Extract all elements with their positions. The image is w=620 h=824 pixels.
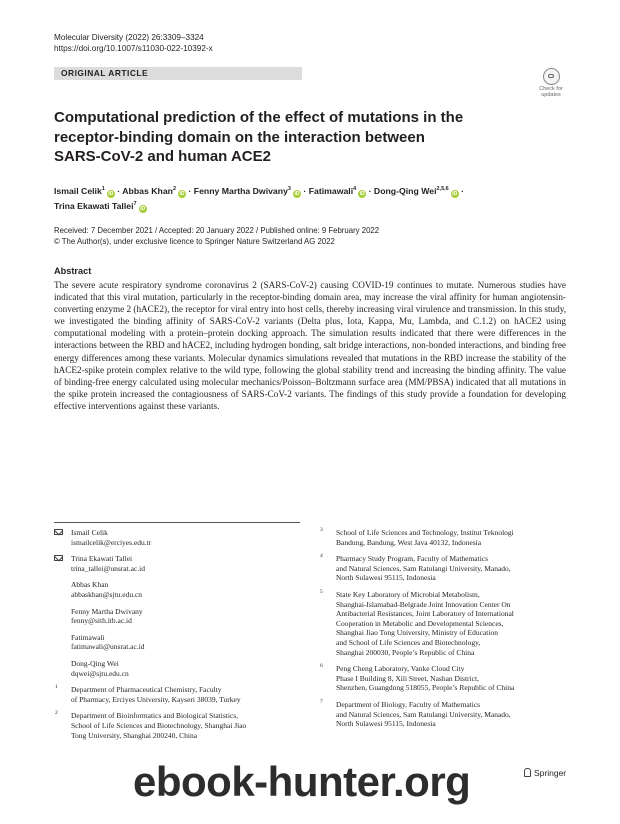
contact-name: Dong-Qing Wei: [71, 658, 119, 668]
affiliation-entry: [54, 711, 304, 740]
contact-email-link[interactable]: ismailcelik@erciyes.edu.tr: [71, 537, 152, 547]
affiliation-marker: 7: [133, 200, 137, 207]
orcid-icon[interactable]: iD: [179, 190, 185, 197]
contact-email-link[interactable]: trina_tallei@unsrat.ac.id: [71, 563, 145, 573]
check-updates-label: Check for updates: [539, 86, 563, 98]
author-name[interactable]: [54, 186, 115, 196]
author-separator: ·: [458, 185, 465, 196]
date-history: Received: 7 December 2021 / Accepted: 20 January 2022 / Published online: 9 February 2022: [54, 226, 380, 235]
author-name-text: Dong-Qing Wei: [373, 185, 437, 196]
affiliation-number: 1: [55, 684, 58, 691]
affiliation-line: and School of Life Sciences and Biotechnology,: [336, 637, 481, 647]
contact-name: Fatimawali: [71, 632, 105, 642]
contact-name: Abbas Khan: [71, 580, 109, 590]
affiliation-entry: [319, 528, 569, 547]
springer-horse-icon: [524, 768, 531, 777]
affiliation-line: Bandung, Bandung, West Java 40132, Indonesia: [336, 537, 482, 547]
contact-email-link[interactable]: dqwei@sjtu.edu.cn: [71, 668, 129, 678]
affiliation-marker: 2: [172, 186, 177, 192]
journal-header: [54, 32, 213, 54]
affiliation-entry: [319, 664, 569, 693]
affiliation-line: Phase I Building 8, Xili Street, Nashan District,: [336, 673, 479, 683]
affiliation-list-right: [319, 528, 569, 736]
publisher-logo: [524, 768, 566, 778]
affiliation-number: 3: [320, 527, 323, 533]
affiliation-line: Shanghai 200030, People’s Republic of China: [336, 647, 475, 657]
contact-entry: [54, 607, 304, 626]
affiliation-line: and Natural Sciences, Sam Ratulangi University, Manado,: [336, 709, 511, 719]
contact-entry: [54, 659, 304, 678]
author-name[interactable]: [54, 201, 147, 211]
author-separator: ·: [114, 185, 123, 196]
affiliation-entry: [319, 700, 569, 729]
affiliation-number: 5: [320, 588, 323, 595]
author-name-text: Fenny Martha Dwivany: [193, 185, 288, 196]
journal-citation: Molecular Diversity (2022) 26:3309–3324: [54, 33, 204, 42]
article-type-label: ORIGINAL ARTICLE: [54, 67, 302, 80]
contact-email-link[interactable]: fenny@sith.itb.ac.id: [71, 616, 132, 626]
affiliation-line: School of Life Sciences and Technology, Institut Teknologi: [336, 528, 514, 537]
article-title: Computational prediction of the effect of mutations in the receptor-binding domain on the interaction between SARS-CoV-2 and human ACE2: [54, 109, 464, 165]
author-separator: ·: [186, 185, 194, 196]
orcid-icon[interactable]: iD: [452, 190, 458, 197]
contact-name: Trina Ekawati Tallei: [71, 554, 133, 564]
affiliation-entry: [319, 554, 569, 583]
author-name-text: Trina Ekawati Tallei: [54, 200, 134, 211]
affiliation-line: Department of Pharmaceutical Chemistry, Faculty: [71, 685, 222, 695]
author-separator: ·: [366, 185, 374, 196]
affiliation-line: State Key Laboratory of Microbial Metabolism,: [336, 589, 480, 599]
affiliation-number: 4: [320, 553, 323, 560]
author-name-text: Ismail Celik: [54, 185, 102, 196]
contact-email-link[interactable]: abbaskhan@sjtu.edu.cn: [71, 589, 143, 599]
orcid-icon[interactable]: iD: [108, 190, 114, 197]
affiliation-number: 7: [320, 698, 323, 705]
contact-entry: [54, 554, 304, 573]
orcid-icon[interactable]: iD: [359, 190, 365, 197]
contact-list: [54, 528, 304, 678]
author-name[interactable]: [122, 186, 186, 196]
author-name-text: Abbas Khan: [122, 185, 173, 196]
correspondence-and-affiliations-left: [54, 528, 304, 747]
watermark-text: ebook-hunter.org: [133, 758, 471, 805]
author-name[interactable]: [194, 186, 301, 196]
author-list: [54, 183, 554, 213]
envelope-icon: [54, 529, 63, 535]
affiliation-line: and Natural Sciences, Sam Ratulangi University, Manado,: [336, 563, 511, 573]
publication-dates: [54, 226, 379, 247]
affiliation-line: Shanghai Jiao Tong University, Ministry of Education: [336, 628, 498, 638]
affiliation-marker: 3: [287, 186, 291, 192]
envelope-icon: [54, 555, 63, 561]
affiliation-marker: 1: [101, 186, 105, 192]
affiliation-line: Cooperation in Metabolic and Developmental Sciences,: [336, 618, 504, 628]
affiliation-line: Tong University, Shanghai 200240, China: [71, 730, 198, 740]
footnote-divider: [54, 522, 300, 523]
orcid-icon[interactable]: iD: [294, 190, 300, 197]
abstract-heading: Abstract: [54, 266, 92, 276]
affiliation-line: Antibacterial Resistances, Joint Laboratory of International: [336, 609, 514, 619]
author-name[interactable]: [309, 186, 366, 196]
abstract-text: The severe acute respiratory syndrome coronavirus 2 (SARS-CoV-2) causing COVID-19 continues to mutate. Numerous studies have indicated that this viral mutation, particularly in the receptor-binding domain area, may increase the viral affinity for human angiotensin-converting enzyme 2 (hACE2), the receptor for viral entry into host cells, thereby increasing viral virulence and transmission. In this study, we investigated the binding affinity of SARS-CoV-2 variants (Delta plus, Iota, Kappa, Mu, Lambda, and C.1.2) on hACE2 using computational modeling with a protein–protein docking approach. The simulation results indicated that there were differences in the interactions between the RBD and hACE2, including hydrogen bonding, salt bridge interactions, non-bonded interactions, and binding free energy differences among these variants. Molecular dynamics simulations revealed that mutations in the RBD increase the stability of the hACE2-spike protein complex relative to the wild type, following the global stability trend and increasing the binding affinity. The value of binding-free energy calculated using molecular mechanics/Poisson–Boltzmann surface area (MM/PBSA) indicated that all mutations in the spike protein increased the contagiousness of SARS-CoV-2 variants. The findings of this study provide a foundation for developing effective interventions against these variants.: [54, 280, 566, 411]
affiliation-number: 2: [55, 710, 58, 717]
affiliation-list-left: [54, 685, 304, 740]
affiliation-line: Department of Bioinformatics and Biological Statistics,: [71, 711, 239, 721]
affiliation-line: Pharmacy Study Program, Faculty of Mathematics: [336, 554, 489, 564]
author-name[interactable]: [374, 186, 459, 196]
check-updates-icon: [543, 68, 560, 85]
contact-name: Fenny Martha Dwivany: [71, 606, 143, 616]
doi-link[interactable]: https://doi.org/10.1007/s11030-022-10392-x: [54, 44, 213, 53]
affiliation-line: Shenzhen, Guangdong 518055, People’s Republic of China: [336, 683, 515, 693]
contact-email-link[interactable]: fatimawali@unsrat.ac.id: [71, 642, 145, 652]
orcid-icon[interactable]: iD: [140, 205, 146, 212]
affiliation-line: School of Life Sciences and Biotechnology, Shanghai Jiao: [71, 720, 247, 730]
publisher-name: Springer: [534, 768, 567, 778]
contact-entry: [54, 528, 304, 547]
affiliation-entry: [319, 590, 569, 657]
contact-name: Ismail Celik: [71, 528, 108, 537]
affiliation-line: North Sulawesi 95115, Indonesia: [336, 719, 436, 729]
affiliation-line: North Sulawesi 95115, Indonesia: [336, 573, 436, 583]
affiliation-marker: 2,5,6: [436, 186, 449, 192]
affiliation-number: 6: [320, 663, 323, 670]
affiliation-entry: [54, 685, 304, 704]
affiliation-line: Shanghai-Islamabad-Belgrade Joint Innovation Center On: [336, 599, 511, 609]
contact-entry: [54, 580, 304, 599]
check-for-updates-button[interactable]: [536, 68, 566, 98]
author-separator: ·: [300, 185, 309, 196]
copyright-line: © The Author(s), under exclusive licence to Springer Nature Switzerland AG 2022: [54, 236, 335, 246]
contact-entry: [54, 633, 304, 652]
affiliation-line: of Pharmacy, Erciyes University, Kayseri 38039, Turkey: [71, 694, 241, 704]
affiliation-line: Peng Cheng Laboratory, Vanke Cloud City: [336, 664, 465, 674]
affiliation-line: Department of Biology, Faculty of Mathematics: [336, 699, 481, 709]
affiliation-marker: 4: [353, 186, 357, 192]
author-name-text: Fatimawali: [308, 185, 354, 196]
